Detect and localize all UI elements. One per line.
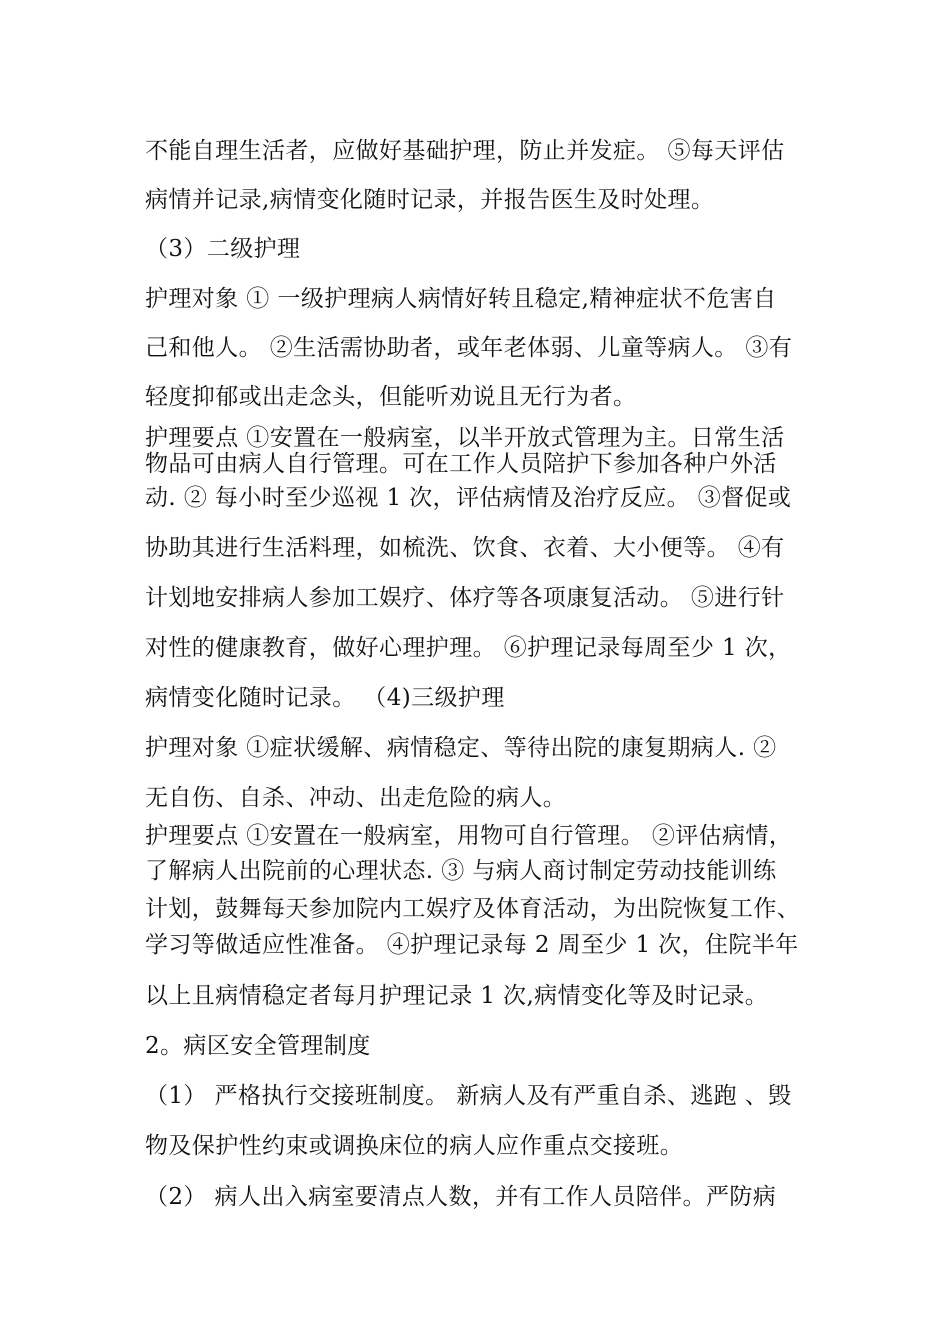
text-line: 轻度抑郁或出走念头，但能听劝说且无行为者。 xyxy=(145,384,637,410)
text-line: 计划地安排病人参加工娱疗、体疗等各项康复活动。 ⑤进行针 xyxy=(145,585,785,611)
text-line: 护理对象 ① 一级护理病人病情好转且稳定,精神症状不危害自 xyxy=(145,286,777,312)
text-line: （1） 严格执行交接班制度。 新病人及有严重自杀、逃跑 、毁 xyxy=(145,1083,792,1109)
text-line: 物品可由病人自行管理。可在工作人员陪护下参加各种户外活 xyxy=(145,451,777,477)
text-line: 病情并记录,病情变化随时记录，并报告医生及时处理。 xyxy=(145,187,715,213)
section-heading: （3）二级护理 xyxy=(145,236,301,262)
text-line: 协助其进行生活料理，如梳洗、饮食、衣着、大小便等。 ④有 xyxy=(145,535,785,561)
text-line: 护理要点 ①安置在一般病室，用物可自行管理。 ②评估病情， xyxy=(145,823,793,849)
text-line: 病情变化随时记录。 （4)三级护理 xyxy=(145,685,505,711)
text-line: 不能自理生活者，应做好基础护理，防止并发症。 ⑤每天评估 xyxy=(145,138,785,164)
text-line: 己和他人。 ②生活需协助者，或年老体弱、儿童等病人。 ③有 xyxy=(145,335,793,361)
text-line: 以上且病情稳定者每月护理记录 1 次,病情变化等及时记录。 xyxy=(145,983,769,1009)
text-line: 了解病人出院前的心理状态. ③ 与病人商讨制定劳动技能训练 xyxy=(145,858,777,884)
text-line: 无自伤、自杀、冲动、出走危险的病人。 xyxy=(145,785,567,811)
text-line: 护理要点 ①安置在一般病室，以半开放式管理为主。日常生活 xyxy=(145,425,785,451)
text-line: （2） 病人出入病室要清点人数，并有工作人员陪伴。严防病 xyxy=(145,1184,777,1210)
text-line: 对性的健康教育，做好心理护理。 ⑥护理记录每周至少 1 次， xyxy=(145,635,792,661)
text-line: 动. ② 每小时至少巡视 1 次，评估病情及治疗反应。 ③督促或 xyxy=(145,485,792,511)
text-line: 物及保护性约束或调换床位的病人应作重点交接班。 xyxy=(145,1133,684,1159)
section-heading: 2。病区安全管理制度 xyxy=(145,1033,371,1059)
text-line: 计划，鼓舞每天参加院内工娱疗及体育活动，为出院恢复工作、 xyxy=(145,896,801,922)
text-line: 护理对象 ①症状缓解、病情稳定、等待出院的康复期病人. ② xyxy=(145,735,777,761)
text-line: 学习等做适应性准备。 ④护理记录每 2 周至少 1 次，住院半年 xyxy=(145,932,799,958)
